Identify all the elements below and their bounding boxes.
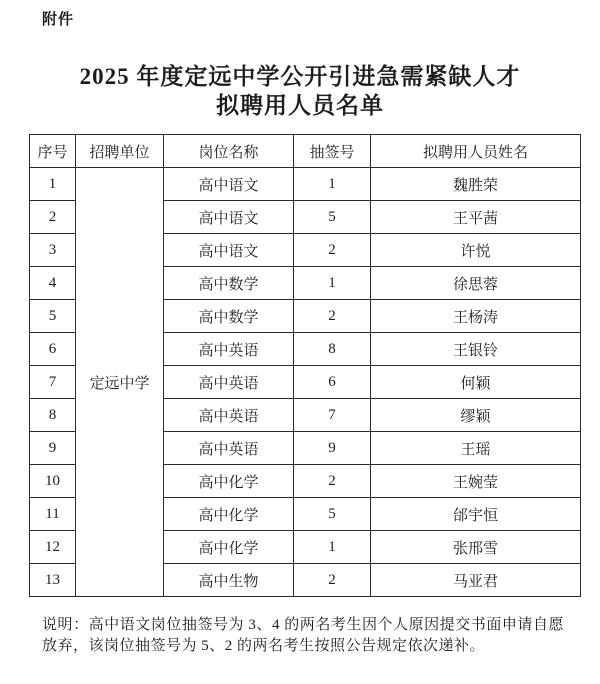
cell-serial-number: 4 bbox=[30, 267, 76, 300]
cell-serial-number: 2 bbox=[30, 201, 76, 234]
cell-serial-number: 8 bbox=[30, 399, 76, 432]
cell-position-name: 高中英语 bbox=[164, 399, 294, 432]
cell-serial-number: 3 bbox=[30, 234, 76, 267]
document-title bbox=[0, 62, 600, 120]
cell-candidate-name: 张邢雪 bbox=[371, 531, 581, 564]
cell-position-name: 高中英语 bbox=[164, 432, 294, 465]
cell-candidate-name: 魏胜荣 bbox=[371, 168, 581, 201]
cell-lottery-number: 7 bbox=[294, 399, 371, 432]
cell-candidate-name: 何颖 bbox=[371, 366, 581, 399]
cell-lottery-number: 1 bbox=[294, 168, 371, 201]
cell-lottery-number: 8 bbox=[294, 333, 371, 366]
cell-position-name: 高中英语 bbox=[164, 366, 294, 399]
cell-lottery-number: 2 bbox=[294, 564, 371, 597]
header-candidate-name: 拟聘用人员姓名 bbox=[371, 135, 581, 168]
cell-candidate-name: 马亚君 bbox=[371, 564, 581, 597]
cell-serial-number: 6 bbox=[30, 333, 76, 366]
cell-candidate-name: 王婉莹 bbox=[371, 465, 581, 498]
cell-position-name: 高中语文 bbox=[164, 201, 294, 234]
cell-serial-number: 10 bbox=[30, 465, 76, 498]
cell-candidate-name: 徐思蓉 bbox=[371, 267, 581, 300]
cell-position-name: 高中生物 bbox=[164, 564, 294, 597]
cell-candidate-name: 许悦 bbox=[371, 234, 581, 267]
document-title-line2: 拟聘用人员名单 bbox=[216, 93, 384, 118]
header-position-name: 岗位名称 bbox=[164, 135, 294, 168]
cell-candidate-name: 王银铃 bbox=[371, 333, 581, 366]
cell-serial-number: 7 bbox=[30, 366, 76, 399]
cell-serial-number: 11 bbox=[30, 498, 76, 531]
cell-position-name: 高中语文 bbox=[164, 234, 294, 267]
header-lottery-number: 抽签号 bbox=[294, 135, 371, 168]
cell-serial-number: 13 bbox=[30, 564, 76, 597]
table-row bbox=[30, 168, 581, 201]
cell-position-name: 高中数学 bbox=[164, 300, 294, 333]
cell-position-name: 高中化学 bbox=[164, 531, 294, 564]
cell-candidate-name: 王瑶 bbox=[371, 432, 581, 465]
table-header-row bbox=[30, 135, 581, 168]
cell-candidate-name: 王平茜 bbox=[371, 201, 581, 234]
cell-candidate-name: 邰宇恒 bbox=[371, 498, 581, 531]
cell-lottery-number: 2 bbox=[294, 300, 371, 333]
cell-lottery-number: 1 bbox=[294, 531, 371, 564]
cell-recruiting-unit: 定远中学 bbox=[76, 168, 164, 597]
header-recruiting-unit: 招聘单位 bbox=[76, 135, 164, 168]
cell-lottery-number: 5 bbox=[294, 201, 371, 234]
cell-lottery-number: 5 bbox=[294, 498, 371, 531]
cell-lottery-number: 1 bbox=[294, 267, 371, 300]
cell-position-name: 高中化学 bbox=[164, 465, 294, 498]
cell-candidate-name: 缪颖 bbox=[371, 399, 581, 432]
cell-serial-number: 12 bbox=[30, 531, 76, 564]
cell-serial-number: 9 bbox=[30, 432, 76, 465]
document-title-line1: 2025 年度定远中学公开引进急需紧缺人才 bbox=[79, 64, 521, 89]
roster-table bbox=[29, 134, 581, 597]
cell-lottery-number: 2 bbox=[294, 465, 371, 498]
header-serial-number: 序号 bbox=[30, 135, 76, 168]
cell-position-name: 高中化学 bbox=[164, 498, 294, 531]
cell-serial-number: 5 bbox=[30, 300, 76, 333]
cell-position-name: 高中数学 bbox=[164, 267, 294, 300]
cell-lottery-number: 6 bbox=[294, 366, 371, 399]
cell-lottery-number: 2 bbox=[294, 234, 371, 267]
cell-serial-number: 1 bbox=[30, 168, 76, 201]
attachment-label: 附件 bbox=[42, 12, 75, 28]
cell-position-name: 高中英语 bbox=[164, 333, 294, 366]
explanatory-note: 说明：高中语文岗位抽签号为 3、4 的两名考生因个人原因提交书面申请自愿放弃，该岗位抽签号为 5、2 的两名考生按照公告规定依次递补。 bbox=[42, 617, 564, 654]
cell-candidate-name: 王杨涛 bbox=[371, 300, 581, 333]
cell-lottery-number: 9 bbox=[294, 432, 371, 465]
table-body bbox=[30, 168, 581, 597]
cell-position-name: 高中语文 bbox=[164, 168, 294, 201]
